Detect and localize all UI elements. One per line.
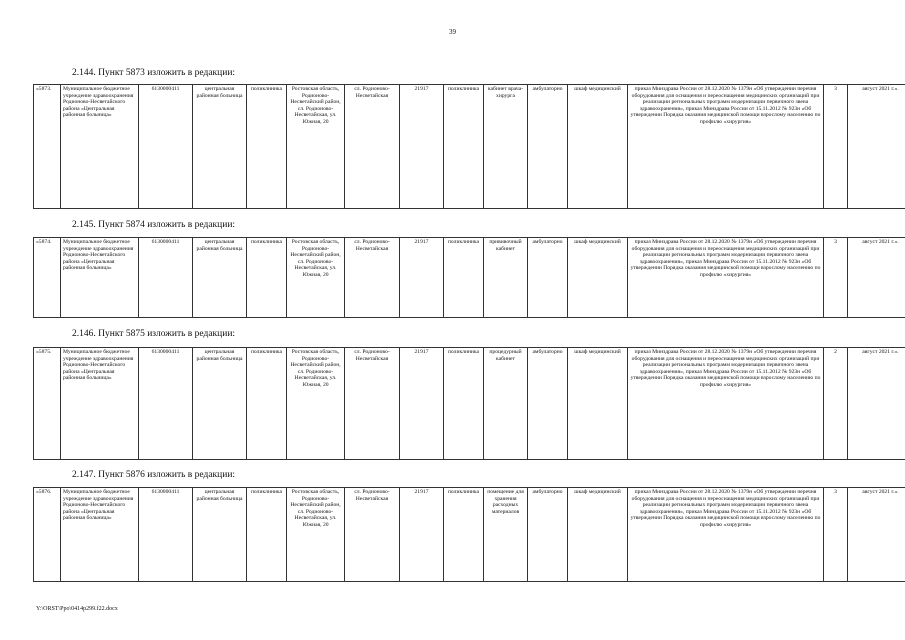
- cell-equipment: шкаф медицинский: [568, 85, 628, 209]
- cell-quantity: 2: [824, 348, 848, 460]
- cell-index: 21917: [400, 348, 444, 460]
- cell-division: центральная районная больница: [193, 238, 247, 318]
- cell-room: процедурный кабинет: [484, 348, 528, 460]
- cell-room: прививочный кабинет: [484, 238, 528, 318]
- cell-place: амбулаторно: [528, 348, 568, 460]
- cell-unit: поликлиника: [247, 85, 287, 209]
- section-heading: 2.147. Пункт 5876 изложить в редакции:: [72, 470, 236, 480]
- cell-quantity: 3: [824, 238, 848, 318]
- file-path-footer: Y:\ORST\Ppo\0414p299.f22.docx: [36, 606, 118, 612]
- cell-number: «5873.: [34, 85, 61, 209]
- page-number: 39: [449, 28, 456, 36]
- cell-index: 21917: [400, 488, 444, 582]
- cell-date: август 2021 г.».: [848, 348, 905, 460]
- cell-locality: сл. Родионово-Несветайская: [345, 348, 400, 460]
- cell-index: 21917: [400, 85, 444, 209]
- cell-quantity: 3: [824, 85, 848, 209]
- cell-equipment: шкаф медицинский: [568, 488, 628, 582]
- cell-basis: приказ Минздрава России от 28.12.2020 № 1379н «Об утверждении перечня оборудования для оснащения и переоснащения медицинских организаций при реализации региональных программ модернизации первичного звена здравоохранения», приказ Минздрава России от 15.11.2012 № 923н «Об утверждении Порядка оказания медицинской помощи взрослому населению по профилю «хирургия»: [628, 238, 824, 318]
- cell-basis: приказ Минздрава России от 28.12.2020 № 1379н «Об утверждении перечня оборудования для оснащения и переоснащения медицинских организаций при реализации региональных программ модернизации первичного звена здравоохранения», приказ Минздрава России от 15.11.2012 № 923н «Об утверждении Порядка оказания медицинской помощи взрослому населению по профилю «хирургия»: [628, 85, 824, 209]
- cell-department: поликлиника: [444, 85, 484, 209]
- cell-department: поликлиника: [444, 488, 484, 582]
- table-row: [34, 488, 905, 582]
- table-row: [34, 238, 905, 318]
- item-table: [33, 84, 905, 209]
- cell-division: центральная районная больница: [193, 488, 247, 582]
- item-table: [33, 237, 905, 318]
- table-row: [34, 85, 905, 209]
- cell-department: поликлиника: [444, 238, 484, 318]
- cell-room: кабинет врача-хирурга: [484, 85, 528, 209]
- cell-code: 6130000411: [139, 85, 193, 209]
- table-row: [34, 348, 905, 460]
- cell-number: «5876.: [34, 488, 61, 582]
- item-table: [33, 487, 905, 582]
- cell-code: 6130000411: [139, 488, 193, 582]
- cell-locality: сл. Родионово-Несветайская: [345, 85, 400, 209]
- cell-number: «5874.: [34, 238, 61, 318]
- cell-date: август 2021 г.».: [848, 85, 905, 209]
- cell-locality: сл. Родионово-Несветайская: [345, 238, 400, 318]
- cell-code: 6130000411: [139, 238, 193, 318]
- cell-basis: приказ Минздрава России от 28.12.2020 № 1379н «Об утверждении перечня оборудования для оснащения и переоснащения медицинских организаций при реализации региональных программ модернизации первичного звена здравоохранения», приказ Минздрава России от 15.11.2012 № 923н «Об утверждении Порядка оказания медицинской помощи взрослому населению по профилю «хирургия»: [628, 488, 824, 582]
- item-table: [33, 347, 905, 460]
- section-heading: 2.145. Пункт 5874 изложить в редакции:: [72, 220, 236, 230]
- cell-room: помещение для хранения расходных материалов: [484, 488, 528, 582]
- cell-place: амбулаторно: [528, 238, 568, 318]
- section-heading: 2.144. Пункт 5873 изложить в редакции:: [72, 68, 236, 78]
- cell-code: 6130000411: [139, 348, 193, 460]
- cell-date: август 2021 г.».: [848, 488, 905, 582]
- cell-index: 21917: [400, 238, 444, 318]
- cell-place: амбулаторно: [528, 488, 568, 582]
- section-heading: 2.146. Пункт 5875 изложить в редакции:: [72, 329, 236, 339]
- cell-address: Ростовская область, Родионово-Несветайский район, сл. Родионово-Несветайская, ул. Южная, 20: [287, 488, 345, 582]
- cell-organization: Муниципальное бюджетное учреждение здравоохранения Родионово-Несветайского района «Центральная районная больница»: [61, 85, 139, 209]
- cell-division: центральная районная больница: [193, 85, 247, 209]
- cell-organization: Муниципальное бюджетное учреждение здравоохранения Родионово-Несветайского района «Центральная районная больница»: [61, 488, 139, 582]
- cell-equipment: шкаф медицинский: [568, 348, 628, 460]
- cell-organization: Муниципальное бюджетное учреждение здравоохранения Родионово-Несветайского района «Центральная районная больница»: [61, 348, 139, 460]
- cell-basis: приказ Минздрава России от 28.12.2020 № 1379н «Об утверждении перечня оборудования для оснащения и переоснащения медицинских организаций при реализации региональных программ модернизации первичного звена здравоохранения», приказ Минздрава России от 15.11.2012 № 923н «Об утверждении Порядка оказания медицинской помощи взрослому населению по профилю «хирургия»: [628, 348, 824, 460]
- cell-unit: поликлиника: [247, 488, 287, 582]
- cell-address: Ростовская область, Родионово-Несветайский район, сл. Родионово-Несветайская, ул. Южная, 20: [287, 85, 345, 209]
- cell-organization: Муниципальное бюджетное учреждение здравоохранения Родионово-Несветайского района «Центральная районная больница»: [61, 238, 139, 318]
- cell-quantity: 3: [824, 488, 848, 582]
- cell-date: август 2021 г.».: [848, 238, 905, 318]
- cell-department: поликлиника: [444, 348, 484, 460]
- cell-unit: поликлиника: [247, 238, 287, 318]
- cell-address: Ростовская область, Родионово-Несветайский район, сл. Родионово-Несветайская, ул. Южная, 20: [287, 238, 345, 318]
- cell-locality: сл. Родионово-Несветайская: [345, 488, 400, 582]
- cell-number: «5875.: [34, 348, 61, 460]
- cell-unit: поликлиника: [247, 348, 287, 460]
- cell-address: Ростовская область, Родионово-Несветайский район, сл. Родионово-Несветайская, ул. Южная, 20: [287, 348, 345, 460]
- cell-division: центральная районная больница: [193, 348, 247, 460]
- cell-place: амбулаторно: [528, 85, 568, 209]
- cell-equipment: шкаф медицинский: [568, 238, 628, 318]
